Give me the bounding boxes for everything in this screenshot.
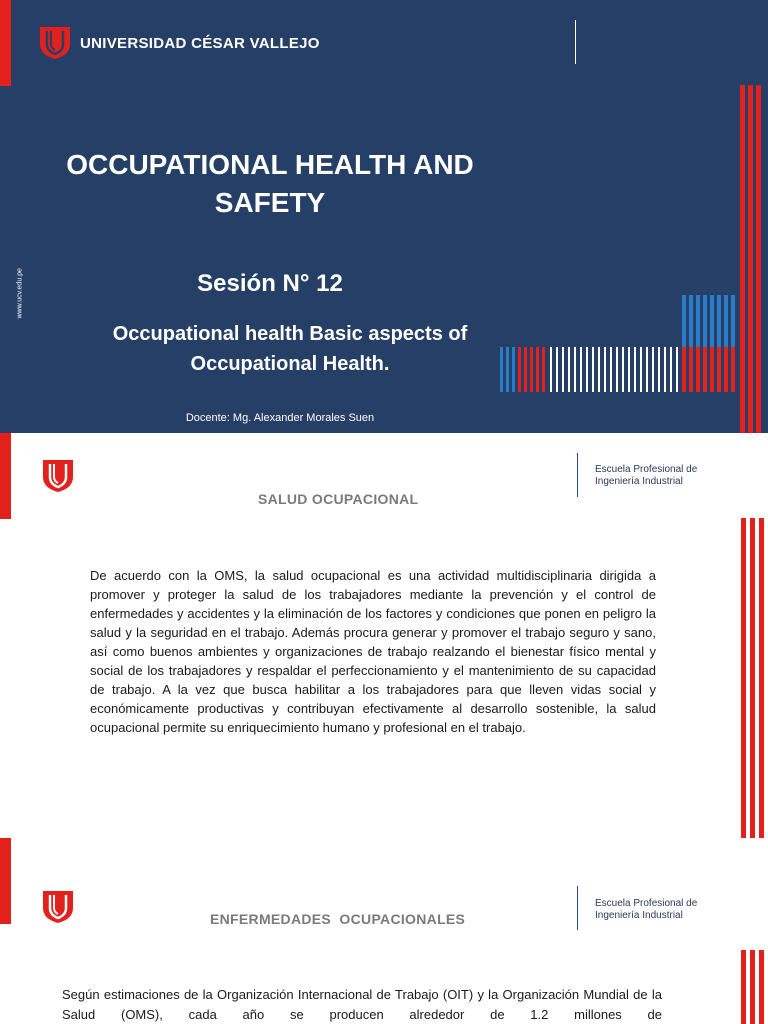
- ucv-shield-logo-icon: [40, 457, 76, 493]
- header-divider: [577, 886, 578, 930]
- website-url: www.ucv.edu.pe: [16, 268, 24, 319]
- ucv-shield-logo-icon: [40, 888, 76, 924]
- red-accent-bar: [0, 0, 11, 86]
- school-name: Escuela Profesional de Ingeniería Industrial: [595, 464, 698, 487]
- decorative-stripes: [738, 518, 768, 838]
- slide-heading: SALUD OCUPACIONAL: [258, 491, 419, 507]
- instructor-name: Docente: Mg. Alexander Morales Suen: [185, 412, 375, 424]
- slide-salud-ocupacional: [0, 433, 768, 838]
- ucv-shield-logo-icon: [37, 24, 73, 60]
- presentation-subtitle: Occupational health Basic aspects of Occupational Health.: [112, 323, 468, 375]
- decorative-stripes: [738, 950, 768, 1024]
- decorative-stripes: [495, 85, 768, 433]
- university-name: UNIVERSIDAD CÉSAR VALLEJO: [80, 35, 320, 52]
- header-divider: [575, 20, 576, 64]
- body-paragraph: Según estimaciones de la Organización Internacional de Trabajo (OIT) y la Organización Mundial de la Salud (OMS), cada año se producen alrededor de 1.2 millones de: [62, 987, 662, 1022]
- header-divider: [577, 453, 578, 497]
- red-accent-bar: [0, 838, 11, 924]
- slide-enfermedades-ocupacionales: [0, 838, 768, 1024]
- red-accent-bar: [0, 433, 11, 519]
- presentation-title: OCCUPATIONAL HEALTH AND SAFETY: [66, 149, 474, 218]
- body-paragraph: De acuerdo con la OMS, la salud ocupacional es una actividad multidisciplinaria dirigida a promover y proteger la salud de los trabajadores mediante la prevención y el control de enfermedades y accidentes y la eliminación de los factores y condiciones que ponen en peligro la salud y la seguridad en el trabajo. Además procura generar y promover el trabajo seguro y sano, así como buenos ambientes y organizaciones de trabajo realzando el bienestar físico mental y social de los trabajadores y respaldar el perfeccionamiento y el mantenimiento de su capacidad de trabajo. A la vez que busca habilitar a los trabajadores para que lleven vidas social y económicamente productivas y contribuyan efectivamente al desarrollo sostenible, la salud ocupacional permite su enriquecimiento humano y profesional en el trabajo.: [90, 568, 656, 735]
- slide-heading: ENFERMEDADES OCUPACIONALES: [210, 911, 466, 927]
- cover-slide: [0, 0, 768, 433]
- school-name: Escuela Profesional de Ingeniería Industrial: [595, 898, 698, 921]
- session-number: Sesión N° 12: [197, 270, 343, 297]
